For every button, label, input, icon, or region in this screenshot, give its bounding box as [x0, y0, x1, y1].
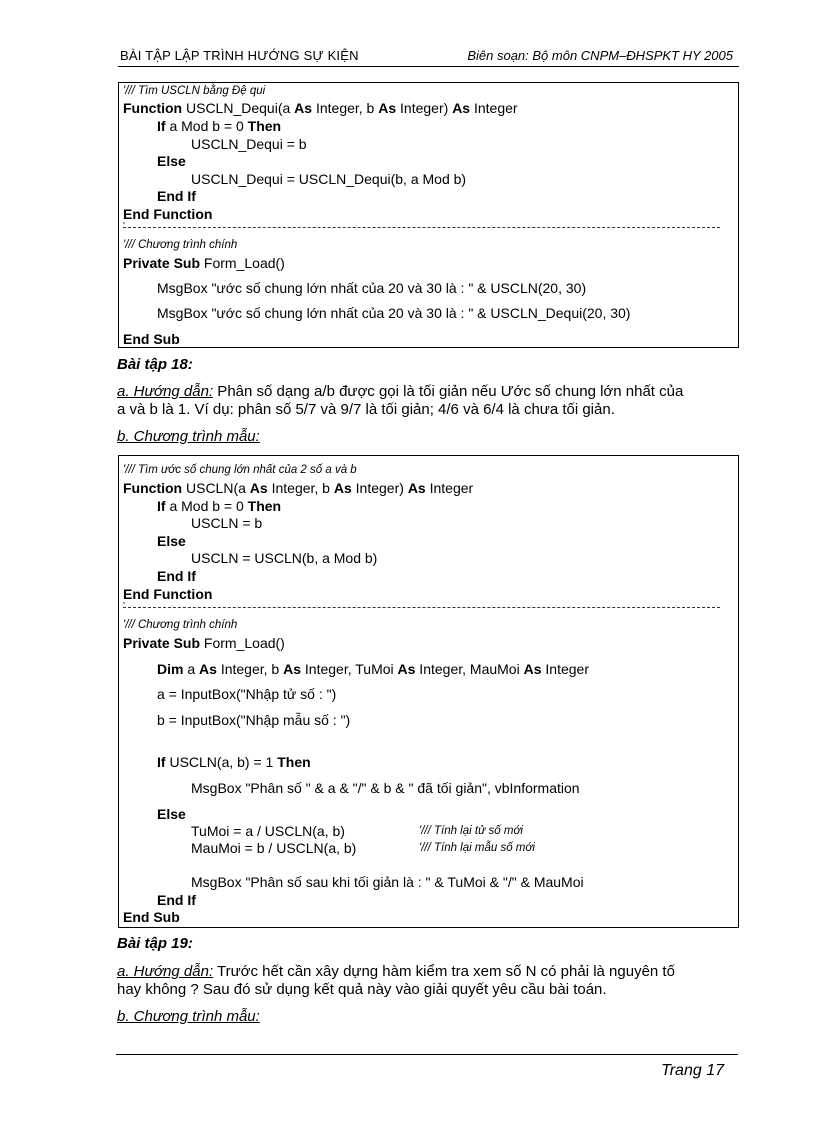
exercise-18-guide-cont: a và b là 1. Ví dụ: phân số 5/7 và 9/7 là tối giản; 4/6 và 6/4 là chưa tối giản. [117, 401, 615, 418]
code-line: USCLN = USCLN(b, a Mod b) [191, 550, 378, 566]
sub-signature: Private Sub Form_Load() [123, 635, 285, 651]
if-line: If USCLN(a, b) = 1 Then [157, 754, 311, 770]
exercise-19-guide: a. Hướng dẫn: Trước hết cần xây dựng hàm kiểm tra xem số N có phải là nguyên tố [117, 963, 675, 980]
end-function-line: End Function [123, 206, 213, 222]
sub-signature: Private Sub Form_Load() [123, 255, 285, 271]
else-line: Else [157, 533, 186, 549]
code-line: MsgBox "ước số chung lớn nhất của 20 và 30 là : " & USCLN(20, 30) [157, 280, 587, 296]
footer-rule [116, 1054, 738, 1055]
separator-line [123, 227, 720, 228]
end-if-line: End If [157, 188, 196, 204]
dim-line: Dim a As Integer, b As Integer, TuMoi As Integer, MauMoi As Integer [157, 661, 589, 677]
end-sub-line: End Sub [123, 331, 180, 347]
exercise-18-heading: Bài tập 18: [117, 356, 193, 373]
else-line: Else [157, 806, 186, 822]
if-line: If a Mod b = 0 Then [157, 118, 282, 134]
end-function-line: End Function [123, 586, 213, 602]
end-if-line: End If [157, 568, 196, 584]
code-box-uscln [118, 455, 739, 928]
header-title: BÀI TẬP LẬP TRÌNH HƯỚNG SỰ KIỆN [120, 48, 359, 63]
code-comment: '/// Tìm USCLN bằng Đệ qui [123, 85, 266, 97]
code-line: MsgBox "ước số chung lớn nhất của 20 và 30 là : " & USCLN_Dequi(20, 30) [157, 305, 631, 321]
separator-tick: ' [123, 221, 125, 232]
exercise-18-sample-label: b. Chương trình mẫu: [117, 428, 260, 445]
code-box-dequi [118, 82, 739, 348]
separator-tick: ' [123, 601, 125, 612]
end-if-line: End If [157, 892, 196, 908]
code-line: TuMoi = a / USCLN(a, b) [191, 823, 345, 839]
code-comment: '/// Tính lại tử số mới [419, 825, 523, 837]
code-line: MsgBox "Phân số " & a & "/" & b & " đã tối giản", vbInformation [191, 780, 580, 796]
code-line: USCLN_Dequi = USCLN_Dequi(b, a Mod b) [191, 171, 467, 187]
exercise-19-heading: Bài tập 19: [117, 935, 193, 952]
exercise-19-guide-cont: hay không ? Sau đó sử dụng kết quả này vào giải quyết yêu cầu bài toán. [117, 981, 607, 998]
code-line: MauMoi = b / USCLN(a, b) [191, 840, 357, 856]
code-line: USCLN = b [191, 515, 263, 531]
function-signature: Function USCLN_Dequi(a As Integer, b As Integer) As Integer [123, 100, 518, 116]
code-comment: '/// Chương trình chính [123, 619, 238, 631]
code-comment: '/// Tìm ước số chung lớn nhất của 2 số a và b [123, 464, 357, 476]
code-line: b = InputBox("Nhập mẫu số : ") [157, 712, 351, 728]
code-line: MsgBox "Phân số sau khi tối giản là : " & TuMoi & "/" & MauMoi [191, 874, 584, 890]
function-signature: Function USCLN(a As Integer, b As Integer) As Integer [123, 480, 474, 496]
page-number: Trang 17 [661, 1062, 724, 1079]
code-comment: '/// Chương trình chính [123, 239, 238, 251]
code-line: a = InputBox("Nhập tử số : ") [157, 686, 337, 702]
if-line: If a Mod b = 0 Then [157, 498, 282, 514]
code-comment: '/// Tính lại mẫu số mới [419, 842, 535, 854]
header-author: Biên soạn: Bộ môn CNPM–ĐHSPKT HY 2005 [467, 48, 733, 63]
else-line: Else [157, 153, 186, 169]
code-line: USCLN_Dequi = b [191, 136, 307, 152]
separator-line [123, 607, 720, 608]
exercise-18-guide: a. Hướng dẫn: Phân số dạng a/b được gọi là tối giản nếu Ước số chung lớn nhất của [117, 383, 684, 400]
page-header [118, 46, 739, 67]
exercise-19-sample-label: b. Chương trình mẫu: [117, 1008, 260, 1025]
end-sub-line: End Sub [123, 909, 180, 925]
